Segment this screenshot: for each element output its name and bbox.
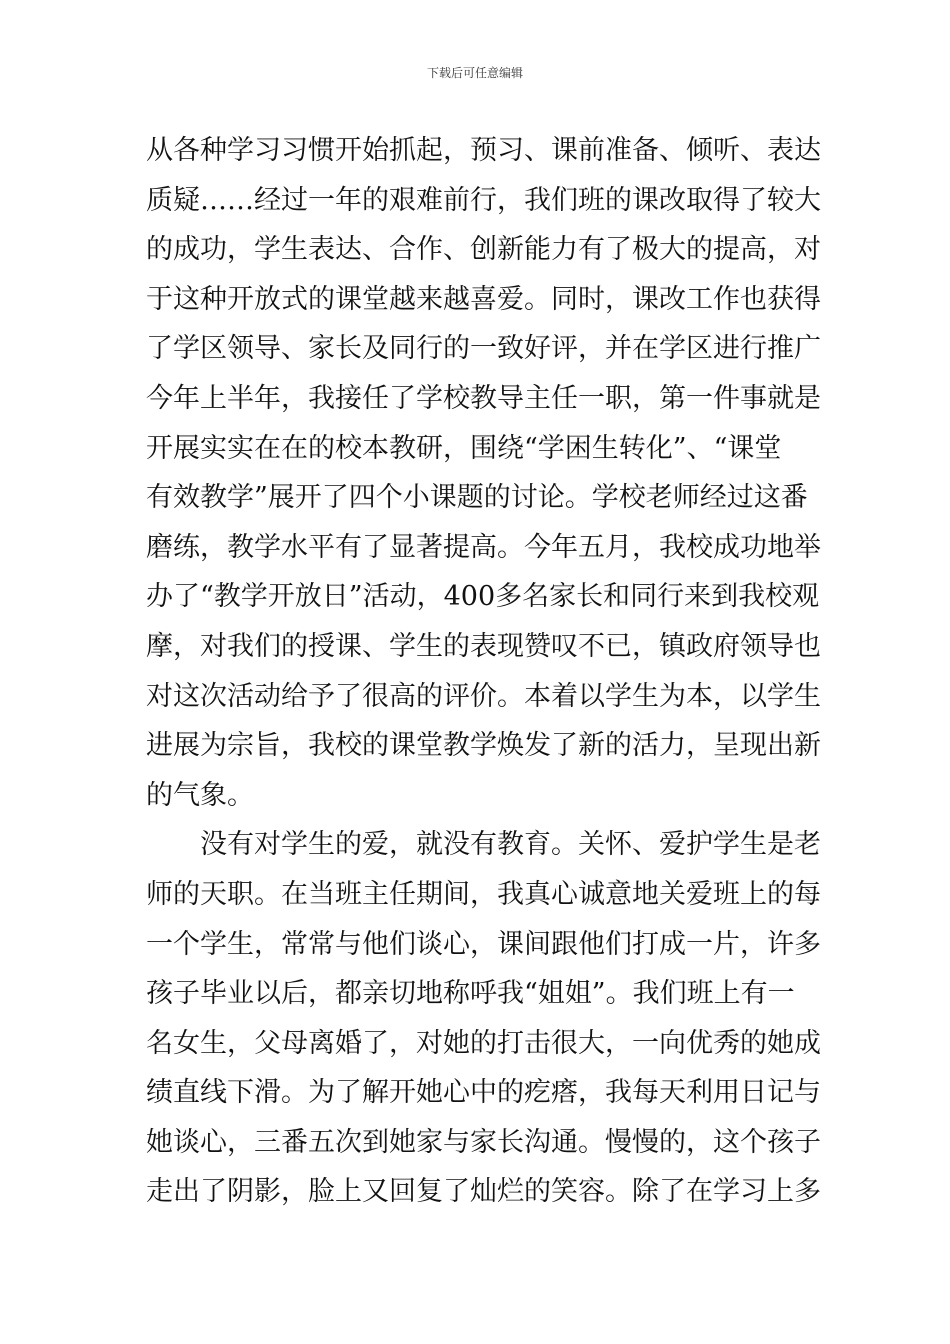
text-line: 有效教学”展开了四个小课题的讨论。学校老师经过这番 (146, 482, 808, 514)
text-line: 磨练，教学水平有了显著提高。今年五月，我校成功地举 (146, 531, 821, 563)
text-line: 的气象。 (146, 779, 254, 811)
text-line: 于这种开放式的课堂越来越喜爱。同时，课改工作也获得 (146, 283, 821, 315)
text-line: 没有对学生的爱，就没有教育。关怀、爱护学生是老 (146, 829, 821, 861)
page-header: 下载后可任意编辑 (426, 66, 523, 80)
text-line: 今年上半年，我接任了学校教导主任一职，第一件事就是 (146, 382, 821, 414)
text-line: 进展为宗旨，我校的课堂教学焕发了新的活力，呈现出新 (146, 730, 821, 762)
text-line: 的成功，学生表达、合作、创新能力有了极大的提高，对 (146, 234, 821, 266)
text-line: 她谈心，三番五次到她家与家长沟通。慢慢的，这个孩子 (146, 1126, 821, 1158)
text-line: 摩，对我们的授课、学生的表现赞叹不已，镇政府领导也 (146, 630, 821, 662)
text-line: 开展实实在在的校本教研，围绕“学困生转化”、“课堂 (146, 432, 782, 464)
text-line: 办了“教学开放日”活动，400多名家长和同行来到我校观 (146, 581, 820, 613)
text-line: 对这次活动给予了很高的评价。本着以学生为本，以学生 (146, 680, 821, 712)
text-line: 质疑……经过一年的艰难前行，我们班的课改取得了较大 (146, 184, 821, 216)
text-line: 一个学生，常常与他们谈心，课间跟他们打成一片，许多 (146, 928, 821, 960)
text-line: 了学区领导、家长及同行的一致好评，并在学区进行推广 (146, 333, 821, 365)
text-line: 绩直线下滑。为了解开她心中的疙瘩，我每天利用日记与 (146, 1077, 821, 1109)
text-line: 师的天职。在当班主任期间，我真心诚意地关爱班上的每 (146, 878, 821, 910)
text-line: 走出了阴影，脸上又回复了灿烂的笑容。除了在学习上多 (146, 1176, 821, 1208)
text-line: 名女生，父母离婚了，对她的打击很大，一向优秀的她成 (146, 1027, 821, 1059)
text-line: 孩子毕业以后，都亲切地称呼我“姐姐”。我们班上有一 (146, 978, 795, 1010)
text-line: 从各种学习习惯开始抓起，预习、课前准备、倾听、表达 (146, 135, 821, 166)
document-body (146, 126, 821, 1217)
